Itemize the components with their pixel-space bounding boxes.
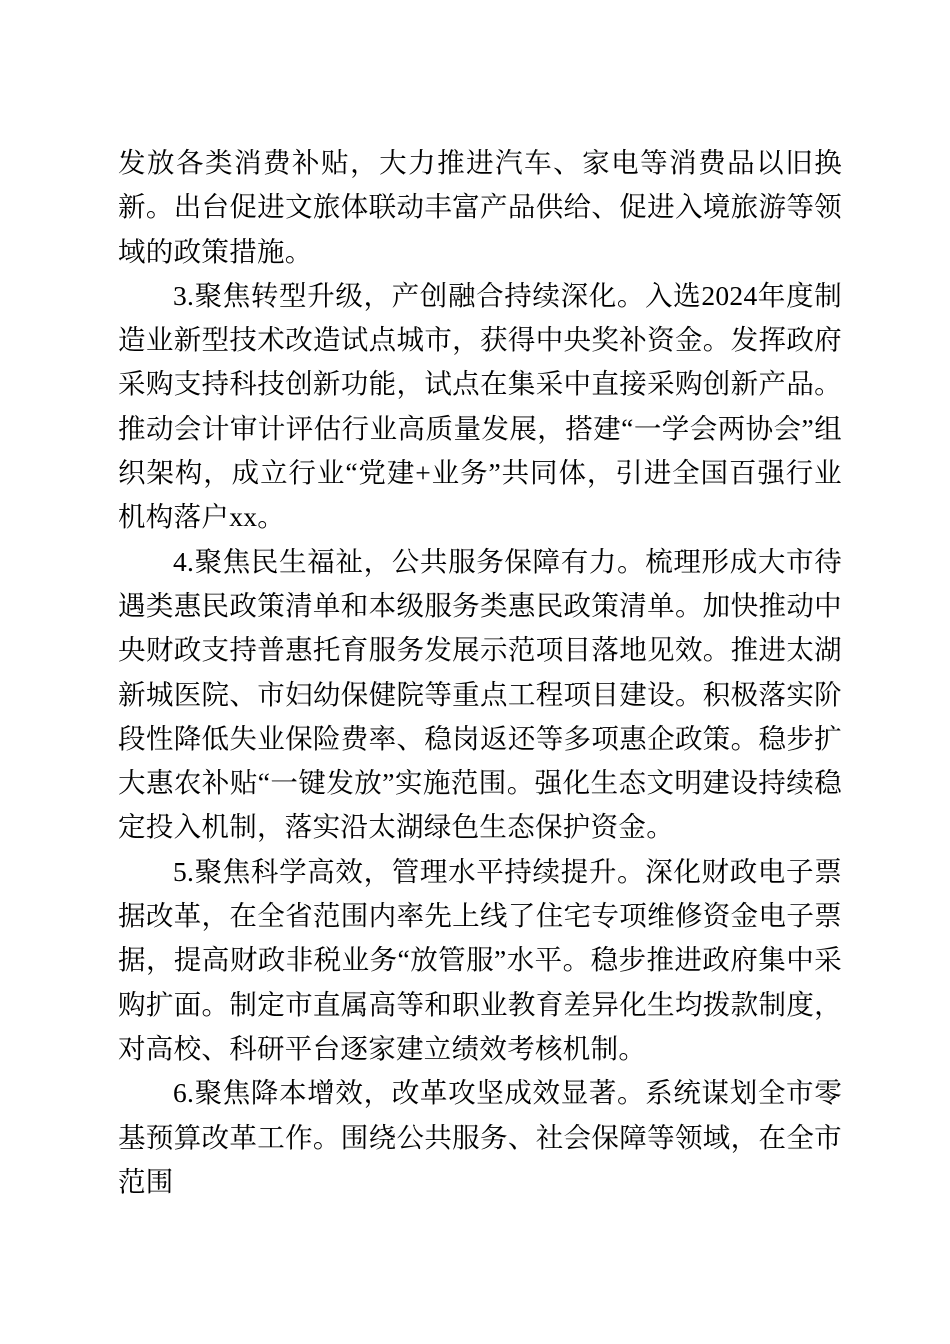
paragraph: 6.聚焦降本增效，改革攻坚成效显著。系统谋划全市零基预算改革工作。围绕公共服务、社会保障等领域，在全市范围 [118, 1077, 842, 1197]
document-body [118, 141, 842, 1204]
paragraph: 3.聚焦转型升级，产创融合持续深化。入选2024年度制造业新型技术改造试点城市，获得中央奖补资金。发挥政府采购支持科技创新功能，试点在集采中直接采购创新产品。推动会计审计评估行业高质量发展，搭建“一学会两协会”组织架构，成立行业“党建+业务”共同体，引进全国百强行业机构落户xx。 [118, 279, 842, 533]
paragraph: 5.聚焦科学高效，管理水平持续提升。深化财政电子票据改革，在全省范围内率先上线了住宅专项维修资金电子票据，提高财政非税业务“放管服”水平。稳步推进政府集中采购扩面。制定市直属高等和职业教育差异化生均拨款制度，对高校、科研平台逐家建立绩效考核机制。 [118, 855, 842, 1064]
paragraph: 4.聚焦民生福祉，公共服务保障有力。梳理形成大市待遇类惠民政策清单和本级服务类惠民政策清单。加快推动中央财政支持普惠托育服务发展示范项目落地见效。推进太湖新城医院、市妇幼保健院等重点工程项目建设。积极落实阶段性降低失业保险费率、稳岗返还等多项惠企政策。稳步扩大惠农补贴“一键发放”实施范围。强化生态文明建设持续稳定投入机制，落实沿太湖绿色生态保护资金。 [118, 545, 842, 843]
paragraph: 发放各类消费补贴，大力推进汽车、家电等消费品以旧换新。出台促进文旅体联动丰富产品供给、促进入境旅游等领域的政策措施。 [118, 147, 842, 267]
